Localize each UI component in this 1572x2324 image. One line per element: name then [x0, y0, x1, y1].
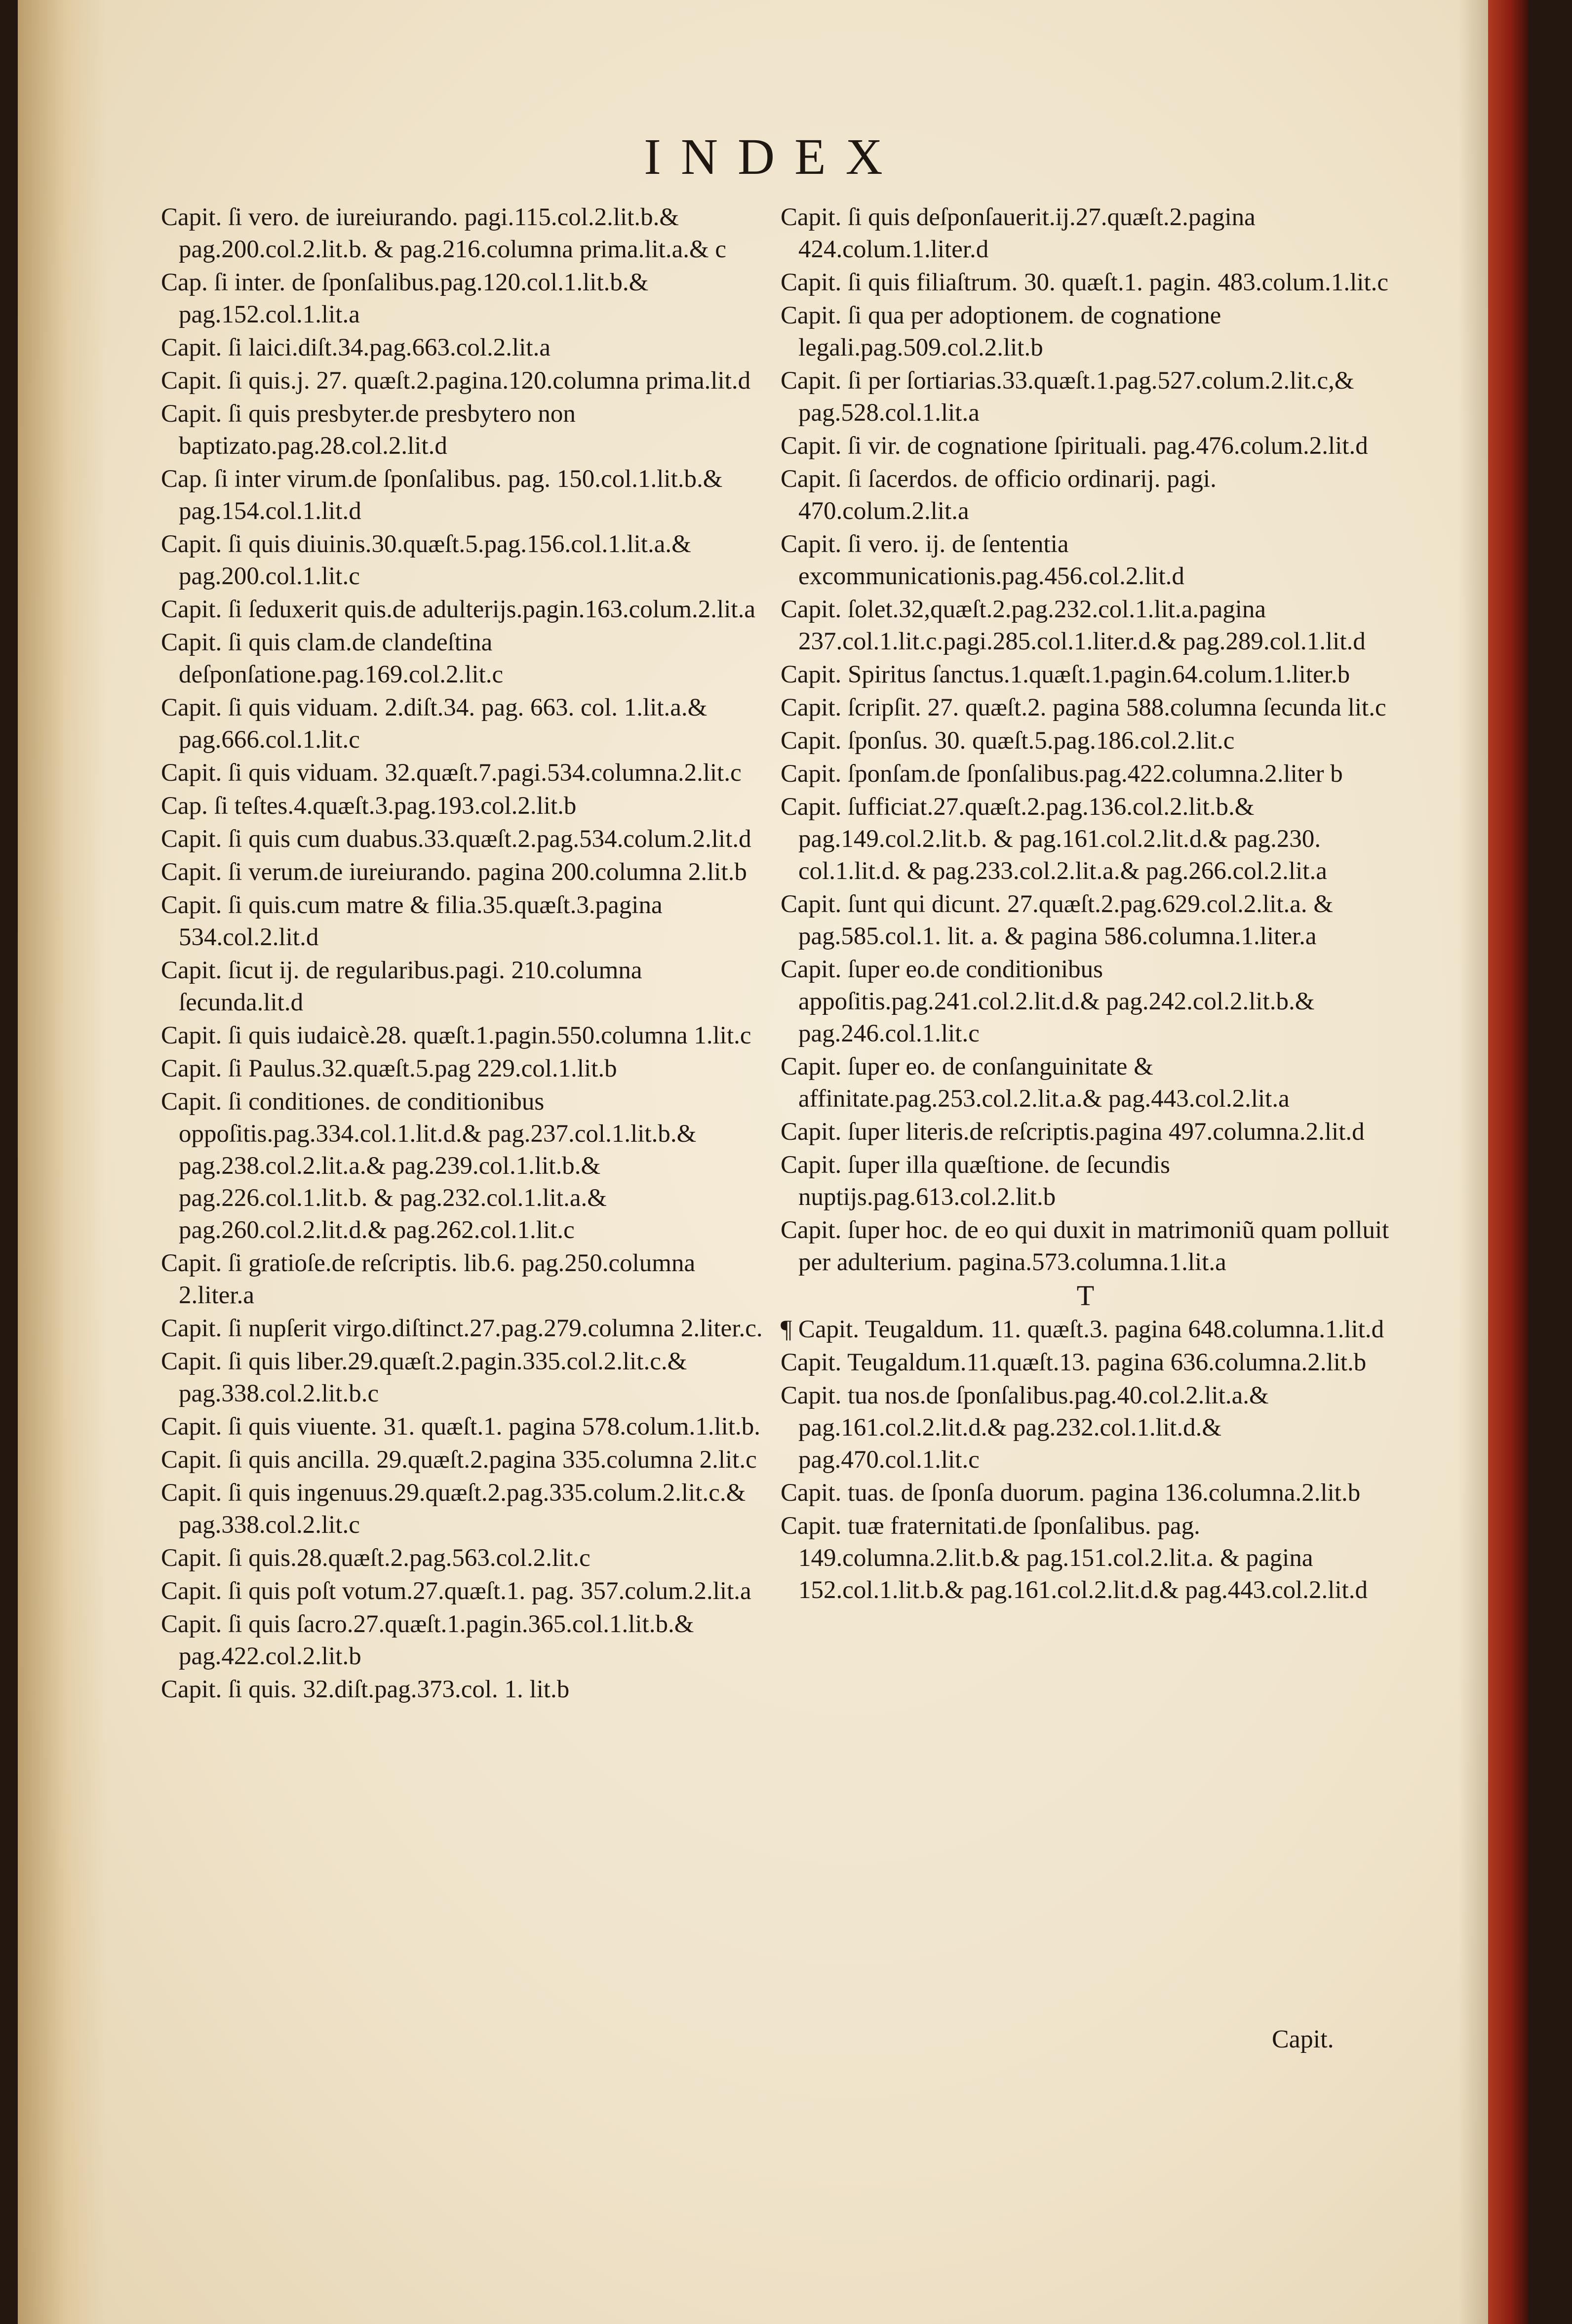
- gutter-stain: [18, 0, 107, 2324]
- index-entry: Capit. ſponſus. 30. quæſt.5.pag.186.col.2.lit.c: [781, 727, 1235, 755]
- section-letter: T: [1076, 1280, 1095, 1312]
- index-entry: Capit. ſuper illa quæſtione. de ſecundis nuptijs.pag.613.col.2.lit.b: [781, 1151, 1170, 1211]
- right-column: [781, 201, 1390, 1607]
- index-entry: Capit. ſi quis ſacro.27.quæſt.1.pagin.365.col.1.lit.b.& pag.422.col.2.lit.b: [161, 1610, 694, 1670]
- index-entry: Capit. ſi conditiones. de conditionibus oppoſitis.pag.334.col.1.lit.d.& pag.237.col.1.lit.b.& pag.238.col.2.lit.a.& pag.239.col.1.lit.b.& pag.226.col.1.lit.b. & pag.232.col.1.lit.a.& pag.260.col.2.lit.d.& pag.262.col.1.lit.c: [161, 1088, 697, 1244]
- index-entry: Cap. ſi inter virum.de ſponſalibus. pag. 150.col.1.lit.b.& pag.154.col.1.lit.d: [161, 465, 723, 525]
- index-entry: Capit. ſuper eo. de conſanguinitate & affinitate.pag.253.col.2.lit.a.& pag.443.col.2.lit.a: [781, 1053, 1290, 1113]
- index-entry: Capit. ſi quis deſponſauerit.ij.27.quæſt.2.pagina 424.colum.1.liter.d: [781, 203, 1256, 263]
- index-entry: Capit. tuas. de ſponſa duorum. pagina 136.columna.2.lit.b: [781, 1479, 1361, 1507]
- index-entry: Capit. Spiritus ſanctus.1.quæſt.1.pagin.64.colum.1.liter.b: [781, 661, 1350, 688]
- index-entry: Capit. ſi quis ancilla. 29.quæſt.2.pagina 335.columna 2.lit.c: [161, 1446, 757, 1474]
- index-entry: Capit. ſi quis viuente. 31. quæſt.1. pagina 578.colum.1.lit.b.: [161, 1413, 760, 1441]
- index-entry: Capit. ſi quis viduam. 32.quæſt.7.pagi.534.columna.2.lit.c: [161, 759, 742, 787]
- index-entry: Capit. ſolet.32,quæſt.2.pag.232.col.1.lit.a.pagina 237.col.1.lit.c.pagi.285.col.1.liter.d.& pag.289.col.1.lit.d: [781, 596, 1366, 655]
- index-entry: Capit. ſuper literis.de reſcriptis.pagina 497.columna.2.lit.d: [781, 1118, 1365, 1146]
- index-entry: Capit. Teugaldum.11.quæſt.13. pagina 636.columna.2.lit.b: [781, 1349, 1367, 1376]
- index-entry: Capit. ſi quis clam.de clandeſtina deſponſatione.pag.169.col.2.lit.c: [161, 629, 504, 688]
- index-entry: Capit. ſi vir. de cognatione ſpirituali. pag.476.colum.2.lit.d: [781, 432, 1368, 460]
- index-entry: Capit. ſuper eo.de conditionibus appoſitis.pag.241.col.2.lit.d.& pag.242.col.2.lit.b.& pag.246.col.1.lit.c: [781, 956, 1315, 1047]
- index-entry: Capit. ſi verum.de iureiurando. pagina 200.columna 2.lit.b: [161, 858, 747, 886]
- catchword: Capit.: [1272, 2025, 1334, 2053]
- index-entry: Capit. ſi quis diuinis.30.quæſt.5.pag.156.col.1.lit.a.& pag.200.col.1.lit.c: [161, 530, 691, 590]
- index-entry: Capit. ſponſam.de ſponſalibus.pag.422.columna.2.liter b: [781, 760, 1343, 788]
- index-entry: Capit. ſi vero. de iureiurando. pagi.115.col.2.lit.b.& pag.200.col.2.lit.b. & pag.216.columna prima.lit.a.& c: [161, 203, 727, 263]
- index-entry: Capit. ſi quis poſt votum.27.quæſt.1. pag. 357.colum.2.lit.a: [161, 1577, 751, 1605]
- index-entry: Capit. ſi ſeduxerit quis.de adulterijs.pagin.163.colum.2.lit.a: [161, 596, 755, 623]
- index-entry: Capit. ſi quis filiaſtrum. 30. quæſt.1. pagin. 483.colum.1.lit.c: [781, 269, 1388, 296]
- index-entry: Capit. ſi quis.28.quæſt.2.pag.563.col.2.lit.c: [161, 1544, 590, 1572]
- index-entry: Capit. ſufficiat.27.quæſt.2.pag.136.col.2.lit.b.& pag.149.col.2.lit.b. & pag.161.col.2.lit.d.& pag.230. col.1.lit.d. & pag.233.col.2.lit.a.& pag.266.col.2.lit.a: [781, 793, 1327, 885]
- index-entry: Capit. ſi ſacerdos. de officio ordinarij. pagi. 470.colum.2.lit.a: [781, 465, 1217, 525]
- index-entry: Capit. ſi quis viduam. 2.diſt.34. pag. 663. col. 1.lit.a.& pag.666.col.1.lit.c: [161, 694, 707, 754]
- index-entry: Capit. ſi quis.j. 27. quæſt.2.pagina.120.columna prima.lit.d: [161, 367, 751, 395]
- index-entry: Capit. ſi Paulus.32.quæſt.5.pag 229.col.1.lit.b: [161, 1055, 617, 1082]
- left-column: [161, 201, 771, 1707]
- index-entry: Capit. tuæ fraternitati.de ſponſalibus. pag. 149.columna.2.lit.b.& pag.151.col.2.lit.a. & pagina 152.col.1.lit.b.& pag.161.col.2.lit.d.& pag.443.col.2.lit.d: [781, 1512, 1368, 1604]
- index-entry: Capit. ſi gratioſe.de reſcriptis. lib.6. pag.250.columna 2.liter.a: [161, 1249, 696, 1309]
- index-entry: Capit. ſi quis.cum matre & filia.35.quæſt.3.pagina 534.col.2.lit.d: [161, 891, 663, 951]
- page: [18, 0, 1529, 2324]
- index-entry: Capit. ſi per ſortiarias.33.quæſt.1.pag.527.colum.2.lit.c,& pag.528.col.1.lit.a: [781, 367, 1354, 427]
- index-entry: Capit. ſicut ij. de regularibus.pagi. 210.columna ſecunda.lit.d: [161, 957, 642, 1016]
- index-entry: Capit. ſi quis iudaicè.28. quæſt.1.pagin.550.columna 1.lit.c: [161, 1022, 751, 1049]
- index-entry: Capit. tua nos.de ſponſalibus.pag.40.col.2.lit.a.& pag.161.col.2.lit.d.& pag.232.col.1.lit.d.& pag.470.col.1.lit.c: [781, 1382, 1269, 1474]
- index-entry: Capit. ſi vero. ij. de ſententia excommunicationis.pag.456.col.2.lit.d: [781, 530, 1184, 590]
- index-entry: Capit. ſi quis liber.29.quæſt.2.pagin.335.col.2.lit.c.& pag.338.col.2.lit.b.c: [161, 1348, 687, 1407]
- index-entry: Capit. ſcripſit. 27. quæſt.2. pagina 588.columna ſecunda lit.c: [781, 694, 1386, 721]
- index-entry: Cap. ſi inter. de ſponſalibus.pag.120.col.1.lit.b.& pag.152.col.1.lit.a: [161, 269, 649, 328]
- page-edge-shadow: [1458, 0, 1488, 2324]
- index-entry: Capit. ſi quis ingenuus.29.quæſt.2.pag.335.colum.2.lit.c.& pag.338.col.2.lit.c: [161, 1479, 746, 1539]
- index-entry: Capit. ſi laici.diſt.34.pag.663.col.2.lit.a: [161, 334, 550, 361]
- index-entry: Capit. ſi nupſerit virgo.diſtinct.27.pag.279.columna 2.liter.c.: [161, 1315, 763, 1342]
- index-entry: Capit. ſunt qui dicunt. 27.quæſt.2.pag.629.col.2.lit.a. & pag.585.col.1. lit. a. & pagina 586.columna.1.liter.a: [781, 890, 1334, 950]
- index-entry: Capit. ſi quis presbyter.de presbytero non baptizato.pag.28.col.2.lit.d: [161, 400, 576, 460]
- index-entry: Capit. ſi qua per adoptionem. de cognatione legali.pag.509.col.2.lit.b: [781, 302, 1221, 361]
- index-entry: Capit. ſuper hoc. de eo qui duxit in matrimoniũ quam polluit per adulterium. pagina.573.columna.1.lit.a: [781, 1216, 1389, 1276]
- index-entry: Cap. ſi teſtes.4.quæſt.3.pag.193.col.2.lit.b: [161, 792, 577, 820]
- index-entry: Capit. ſi quis cum duabus.33.quæſt.2.pag.534.colum.2.lit.d: [161, 825, 751, 853]
- red-page-edge: [1488, 0, 1529, 2324]
- index-entry: Capit. ſi quis. 32.diſt.pag.373.col. 1. lit.b: [161, 1676, 570, 1703]
- running-head: INDEX: [644, 128, 903, 185]
- index-entry: ¶ Capit. Teugaldum. 11. quæſt.3. pagina 648.columna.1.lit.d: [781, 1316, 1384, 1343]
